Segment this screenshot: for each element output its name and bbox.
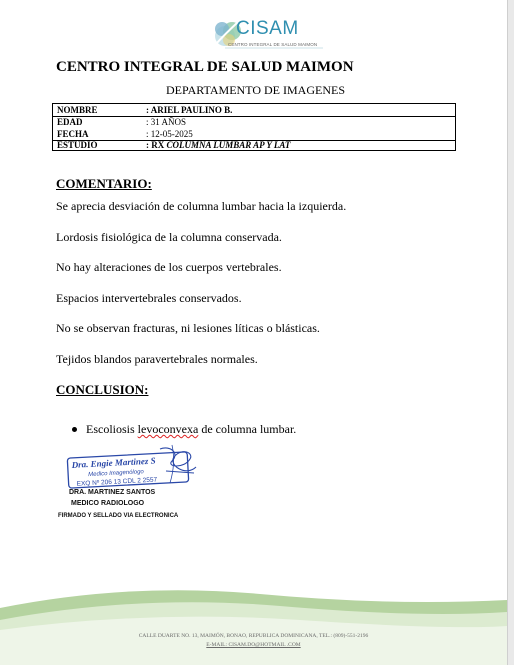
comentario-line: No hay alteraciones de los cuerpos vertebrales. xyxy=(56,260,282,274)
study-prefix: : RX xyxy=(146,140,167,150)
comentario-line: Espacios intervertebrales conservados. xyxy=(56,291,242,305)
institution-title: CENTRO INTEGRAL DE SALUD MAIMON xyxy=(56,59,354,75)
conclusion-item xyxy=(86,422,296,437)
spellcheck-flagged-word: levoconvexa xyxy=(137,422,199,436)
conclusion-text-start: Escoliosis xyxy=(86,422,138,436)
logo-wordmark: CISAM xyxy=(236,18,299,39)
date-label: FECHA xyxy=(57,129,89,139)
footer-address: CALLE DUARTE NO. 13, MAIMÓN, BONAO, REPUBLICA DOMINICANA, TEL.: (809)-551-2196 xyxy=(138,633,369,639)
stamp-line-2: Medico Imagenólogo xyxy=(88,469,144,479)
age-value: : 31 AÑOS xyxy=(146,117,187,127)
date-value: : 12-05-2025 xyxy=(146,129,193,139)
name-label: NOMBRE xyxy=(57,105,98,115)
comentario-line: Lordosis fisiológica de la columna conservada. xyxy=(56,230,282,244)
study-name: COLUMNA LUMBAR AP Y LAT xyxy=(166,140,291,150)
row-divider xyxy=(53,116,455,117)
logo-subtitle: CENTRO INTEGRAL DE SALUD MAIMON xyxy=(228,42,318,47)
name-value: : ARIEL PAULINO B. xyxy=(146,105,233,115)
doctor-stamp-signature xyxy=(62,443,202,493)
comentario-line: Tejidos blandos paravertebrales normales. xyxy=(56,352,258,366)
department-title: DEPARTAMENTO DE IMAGENES xyxy=(166,83,345,97)
age-label: EDAD xyxy=(57,117,83,127)
stamp-line-1: Dra. Engie Martinez S xyxy=(71,455,156,470)
footer-email xyxy=(0,642,507,648)
bullet-dot xyxy=(72,427,77,432)
footer-wave-decoration xyxy=(0,580,507,665)
conclusion-heading: CONCLUSION: xyxy=(56,382,149,397)
comentario-line: Se aprecia desviación de columna lumbar hacia la izquierda. xyxy=(56,199,347,213)
conclusion-text-end: de columna lumbar. xyxy=(198,422,297,436)
comentario-line: No se observan fracturas, ni lesiones líticas o blásticas. xyxy=(56,321,320,335)
stamp-line-3: EXQ Nº 206 13 CDL 2 2557 xyxy=(76,476,158,488)
window-scrollbar-edge[interactable] xyxy=(507,0,514,665)
study-label: ESTUDIO xyxy=(57,140,98,150)
signature-note: FIRMADO Y SELLADO VIA ELECTRONICA xyxy=(58,513,179,519)
footer-email-link[interactable]: E-MAIL: CISAM.DO@HOTMAIL .COM xyxy=(206,642,301,648)
doctor-title: MEDICO RADIOLOGO xyxy=(71,500,145,507)
comentario-heading: COMENTARIO: xyxy=(56,176,152,191)
patient-info-box xyxy=(52,103,456,151)
doctor-name: DRA. MARTINEZ SANTOS xyxy=(69,489,156,496)
study-value xyxy=(146,140,290,150)
